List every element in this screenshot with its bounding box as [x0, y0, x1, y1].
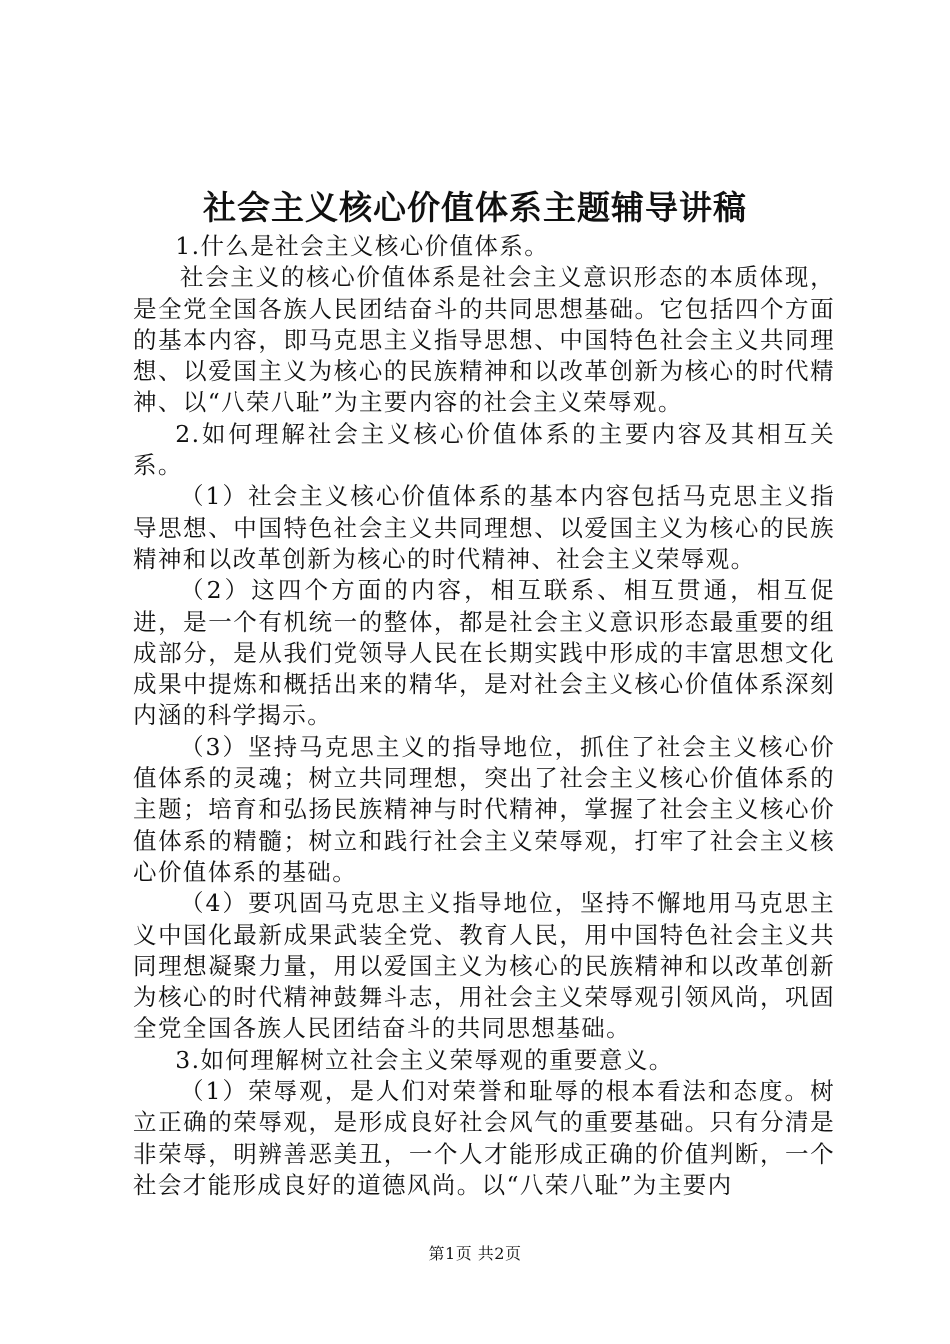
paragraph-point-3: （3）坚持马克思主义的指导地位，抓住了社会主义核心价值体系的灵魂；树立共同理想，突出了社会主义核心价值体系的主题；培育和弘扬民族精神与时代精神，掌握了社会主义核心价值体系的精髓；树立和践行社会主义荣辱观，打牢了社会主义核心价值体系的基础。	[133, 732, 835, 886]
paragraph-definition: 社会主义的核心价值体系是社会主义意识形态的本质体现，是全党全国各族人民团结奋斗的共同思想基础。它包括四个方面的基本内容，即马克思主义指导思想、中国特色社会主义共同理想、以爱国主义为核心的民族精神和以改革创新为核心的时代精神、以“八荣八耻”为主要内容的社会主义荣辱观。	[133, 263, 835, 417]
paragraph-point-1: （1）社会主义核心价值体系的基本内容包括马克思主义指导思想、中国特色社会主义共同理想、以爱国主义为核心的民族精神和以改革创新为核心的时代精神、社会主义荣辱观。	[133, 482, 835, 573]
page-footer: 第1页 共2页	[428, 1244, 522, 1263]
section-heading-2: 2.如何理解社会主义核心价值体系的主要内容及其相互关系。	[133, 419, 835, 480]
section-heading-1: 1.什么是社会主义核心价值体系。	[175, 232, 550, 260]
document-body	[133, 231, 835, 1201]
paragraph-honor-shame: （1）荣辱观，是人们对荣誉和耻辱的根本看法和态度。树立正确的荣辱观，是形成良好社会风气的重要基础。只有分清是非荣辱，明辨善恶美丑，一个人才能形成正确的价值判断，一个社会才能形成良好的道德风尚。以“八荣八耻”为主要内	[133, 1077, 835, 1199]
paragraph-point-4: （4）要巩固马克思主义指导地位，坚持不懈地用马克思主义中国化最新成果武装全党、教育人民，用中国特色社会主义共同理想凝聚力量，用以爱国主义为核心的民族精神和以改革创新为核心的时代精神鼓舞斗志，用社会主义荣辱观引领风尚，巩固全党全国各族人民团结奋斗的共同思想基础。	[133, 889, 835, 1043]
section-heading-3: 3.如何理解树立社会主义荣辱观的重要意义。	[175, 1045, 674, 1074]
document-title: 社会主义核心价值体系主题辅导讲稿	[203, 188, 747, 227]
paragraph-point-2: （2）这四个方面的内容，相互联系、相互贯通，相互促进，是一个有机统一的整体，都是社会主义意识形态最重要的组成部分，是从我们党领导人民在长期实践中形成的丰富思想文化成果中提炼和概括出来的精华，是对社会主义核心价值体系深刻内涵的科学揭示。	[133, 576, 835, 730]
